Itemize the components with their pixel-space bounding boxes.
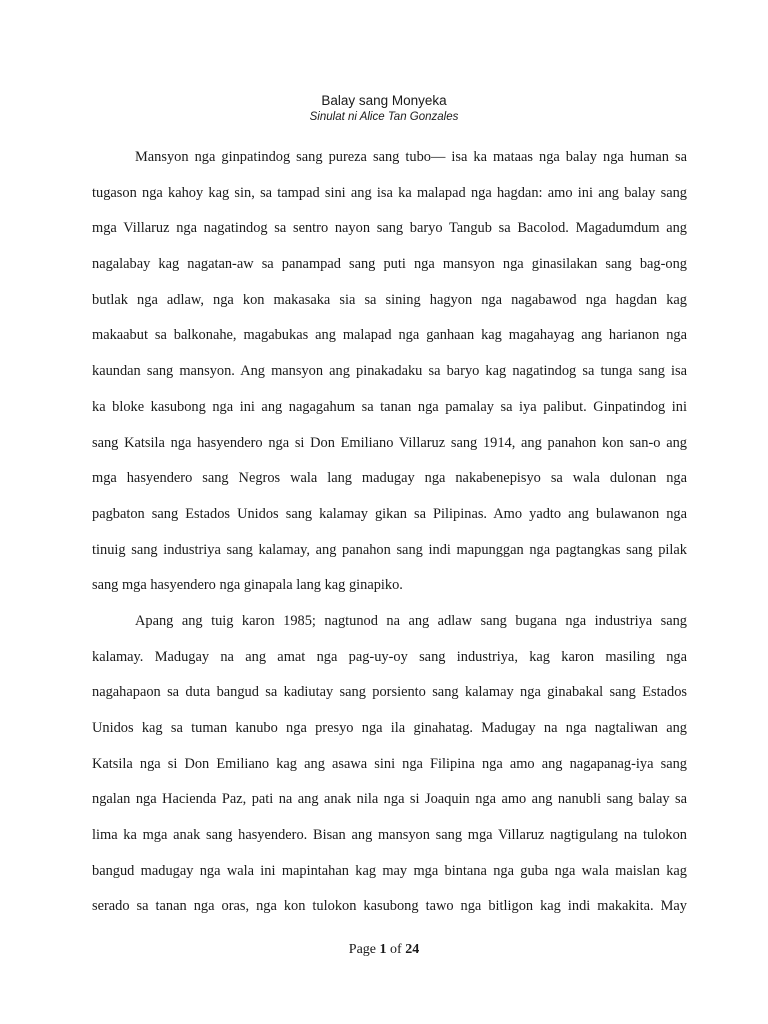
- body-line: mga hasyendero sang Negros wala lang madugay nga nakabenepisyo sa wala dulonan nga: [92, 470, 687, 487]
- body-line: bangud madugay nga wala ini mapintahan kag may mga bintana nga guba nga wala maislan kag: [92, 862, 687, 879]
- body-line: mga Villaruz nga nagatindog sa sentro nayon sang baryo Tangub sa Bacolod. Magadumdum ang: [92, 220, 687, 237]
- body-line: Unidos kag sa tuman kanubo nga presyo nga ila ginahatag. Madugay na nga nagtaliwan ang: [92, 720, 687, 736]
- body-line: serado sa tanan nga oras, nga kon tulokon kasubong tawo nga bitligon kag indi makakita. May: [92, 898, 687, 915]
- document-body: [92, 140, 687, 925]
- page-number-footer: [0, 942, 768, 958]
- body-line: tugason nga kahoy kag sin, sa tampad sini ang isa ka malapad nga hagdan: amo ini ang balay sang: [92, 184, 687, 201]
- page-of-label: of: [390, 942, 402, 957]
- document-title: Balay sang Monyeka: [321, 93, 447, 108]
- body-line: pagbaton sang Estados Unidos sang kalamay gikan sa Pilipinas. Amo yadto ang bulawanon nga: [92, 505, 687, 522]
- body-line: lima ka mga anak sang hasyendero. Bisan ang mansyon sang mga Villaruz nagtigulang na tulokon: [92, 827, 687, 844]
- body-line: sang Katsila nga hasyendero nga si Don Emiliano Villaruz sang 1914, ang panahon kon san-o ang: [92, 434, 687, 451]
- body-line: kalamay. Madugay na ang amat nga pag-uy-oy sang industriya, kag karon masiling nga: [92, 648, 687, 665]
- body-line: ngalan nga Hacienda Paz, pati na ang anak nila nga si Joaquin nga amo ang nanubli sang balay sa: [92, 791, 687, 808]
- body-line: Apang ang tuig karon 1985; nagtunod na ang adlaw sang bugana nga industriya sang: [135, 612, 687, 629]
- document-subtitle: Sinulat ni Alice Tan Gonzales: [309, 111, 459, 123]
- body-line: Katsila nga si Don Emiliano kag ang asawa sini nga Filipina nga amo ang nagapanag-iya sang: [92, 755, 687, 772]
- body-line: butlak nga adlaw, nga kon makasaka sia sa sining hagyon nga nagabawod nga hagdan kag: [92, 291, 687, 308]
- body-line: makaabut sa balkonahe, magabukas ang malapad nga ganhaan kag magahayag ang harianon nga: [92, 327, 687, 344]
- body-line: nagahapaon sa duta bangud sa kadiutay sang porsiento sang kalamay nga ginabakal sang Estados: [92, 684, 687, 701]
- body-line: kaundan sang mansyon. Ang mansyon ang pinakadaku sa baryo kag nagatindog sa tunga sang isa: [92, 363, 687, 380]
- body-line: sang mga hasyendero nga ginapala lang kag ginapiko.: [92, 577, 403, 594]
- total-page-count: 24: [405, 942, 420, 957]
- body-line: nagalabay kag nagatan-aw sa panampad sang puti nga mansyon nga ginasilakan sang bag-ong: [92, 256, 687, 273]
- body-line: ka bloke kasubong nga ini ang nagagahum sa tanan nga pamalay sa iya palibut. Ginpatindog ini: [92, 398, 687, 415]
- body-line: tinuig sang industriya sang kalamay, ang panahon sang indi mapunggan nga pagtangkas sang pilak: [92, 541, 687, 558]
- body-line: Mansyon nga ginpatindog sang pureza sang tubo— isa ka mataas nga balay nga human sa: [135, 149, 687, 165]
- page-label: Page: [348, 942, 377, 957]
- current-page-number: 1: [379, 942, 387, 957]
